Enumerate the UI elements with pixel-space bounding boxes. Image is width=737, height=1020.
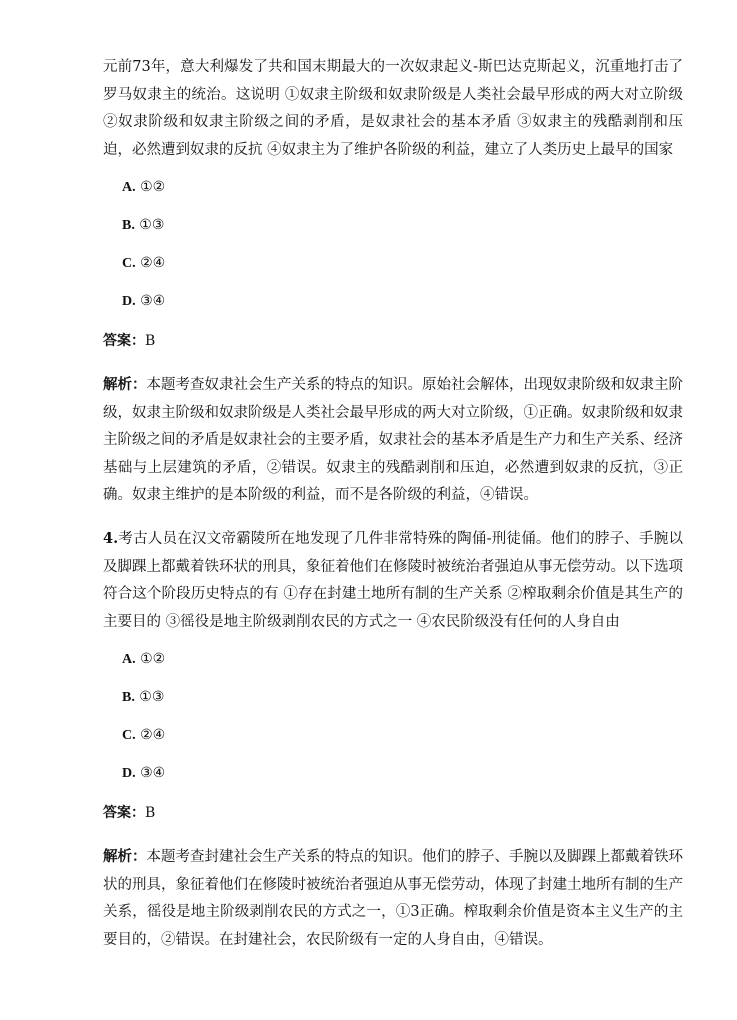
q4-option-b-text: ①③	[139, 689, 165, 705]
q4-option-b	[122, 687, 164, 708]
q4-option-d	[122, 763, 165, 784]
q4-number: 4.	[103, 530, 119, 547]
q3-answer-label: 答案：	[103, 333, 145, 349]
q3-analysis	[103, 371, 683, 510]
q4-option-a-text: ①②	[140, 651, 166, 667]
question-3-stem: 元前73年，意大利爆发了共和国末期最大的一次奴隶起义-斯巴达克斯起义，沉重地打击了罗马奴隶主的统治。这说明 ①奴隶主阶级和奴隶阶级是人类社会最早形成的两大对立阶级 ②奴隶阶级和奴隶主阶级之间的矛盾，是奴隶社会的基本矛盾 ③奴隶主的残酷剥削和压迫，必然遭到奴隶的反抗 ④奴隶主为了维护各阶级的利益，建立了人类历史上最早的国家	[103, 59, 683, 158]
q4-option-d-letter: D.	[122, 766, 136, 781]
q3-analysis-label: 解析：	[103, 376, 147, 393]
q4-option-c-text: ②④	[140, 727, 166, 743]
q4-analysis-text: 本题考查封建社会生产关系的特点的知识。他们的脖子、手腕以及脚踝上都戴着铁环状的刑具，象征着他们在修陵时被统治者强迫从事无偿劳动，体现了封建土地所有制的生产关系，徭役是地主阶级剥削农民的方式之一，①3正确。榨取剩余价值是资本主义生产的主要目的，②错误。在封建社会，农民阶级有一定的人身自由，④错误。	[103, 849, 683, 948]
q4-stem-text: 考古人员在汉文帝霸陵所在地发现了几件非常特殊的陶俑-刑徒俑。他们的脖子、手腕以及脚踝上都戴着铁环状的刑具，象征着他们在修陵时被统治者强迫从事无偿劳动。以下选项符合这个阶段历史特点的有 ①存在封建土地所有制的生产关系 ②榨取剩余价值是其生产的主要目的 ③徭役是地主阶级剥削农民的方式之一 ④农民阶级没有任何的人身自由	[103, 531, 683, 630]
q3-analysis-text: 本题考查奴隶社会生产关系的特点的知识。原始社会解体，出现奴隶阶级和奴隶主阶级，奴隶主阶级和奴隶阶级是人类社会最早形成的两大对立阶级，①正确。奴隶阶级和奴隶主阶级之间的矛盾是奴隶社会的主要矛盾，奴隶社会的基本矛盾是生产力和生产关系、经济基础与上层建筑的矛盾，②错误。奴隶主的残酷剥削和压迫，必然遭到奴隶的反抗，③正确。奴隶主维护的是本阶级的利益，而不是各阶级的利益，④错误。	[103, 377, 683, 503]
q4-option-c-letter: C.	[122, 728, 136, 743]
q3-option-a-letter: A.	[122, 180, 136, 195]
q4-answer-value: B	[145, 805, 156, 821]
q4-option-d-text: ③④	[140, 765, 166, 781]
q3-option-d-text: ③④	[140, 293, 166, 309]
q4-answer-label: 答案：	[103, 805, 145, 821]
q4-answer	[103, 803, 155, 823]
q3-answer	[103, 331, 155, 351]
q3-answer-value: B	[145, 333, 156, 349]
q3-option-c-text: ②④	[140, 255, 166, 271]
q4-option-a	[122, 649, 165, 670]
q3-option-b	[122, 215, 164, 236]
q4-option-c	[122, 725, 165, 746]
q3-option-d	[122, 291, 165, 312]
q3-option-c-letter: C.	[122, 256, 136, 271]
q3-option-a-text: ①②	[140, 179, 166, 195]
q4-analysis-label: 解析：	[103, 848, 147, 865]
question-4-stem	[103, 525, 683, 636]
q4-analysis	[103, 843, 683, 954]
q3-option-d-letter: D.	[122, 294, 136, 309]
q3-option-b-text: ①③	[139, 217, 165, 233]
q3-option-b-letter: B.	[122, 218, 135, 233]
q3-option-c	[122, 253, 165, 274]
q4-option-b-letter: B.	[122, 690, 135, 705]
q4-option-a-letter: A.	[122, 652, 136, 667]
q3-option-a	[122, 177, 165, 198]
